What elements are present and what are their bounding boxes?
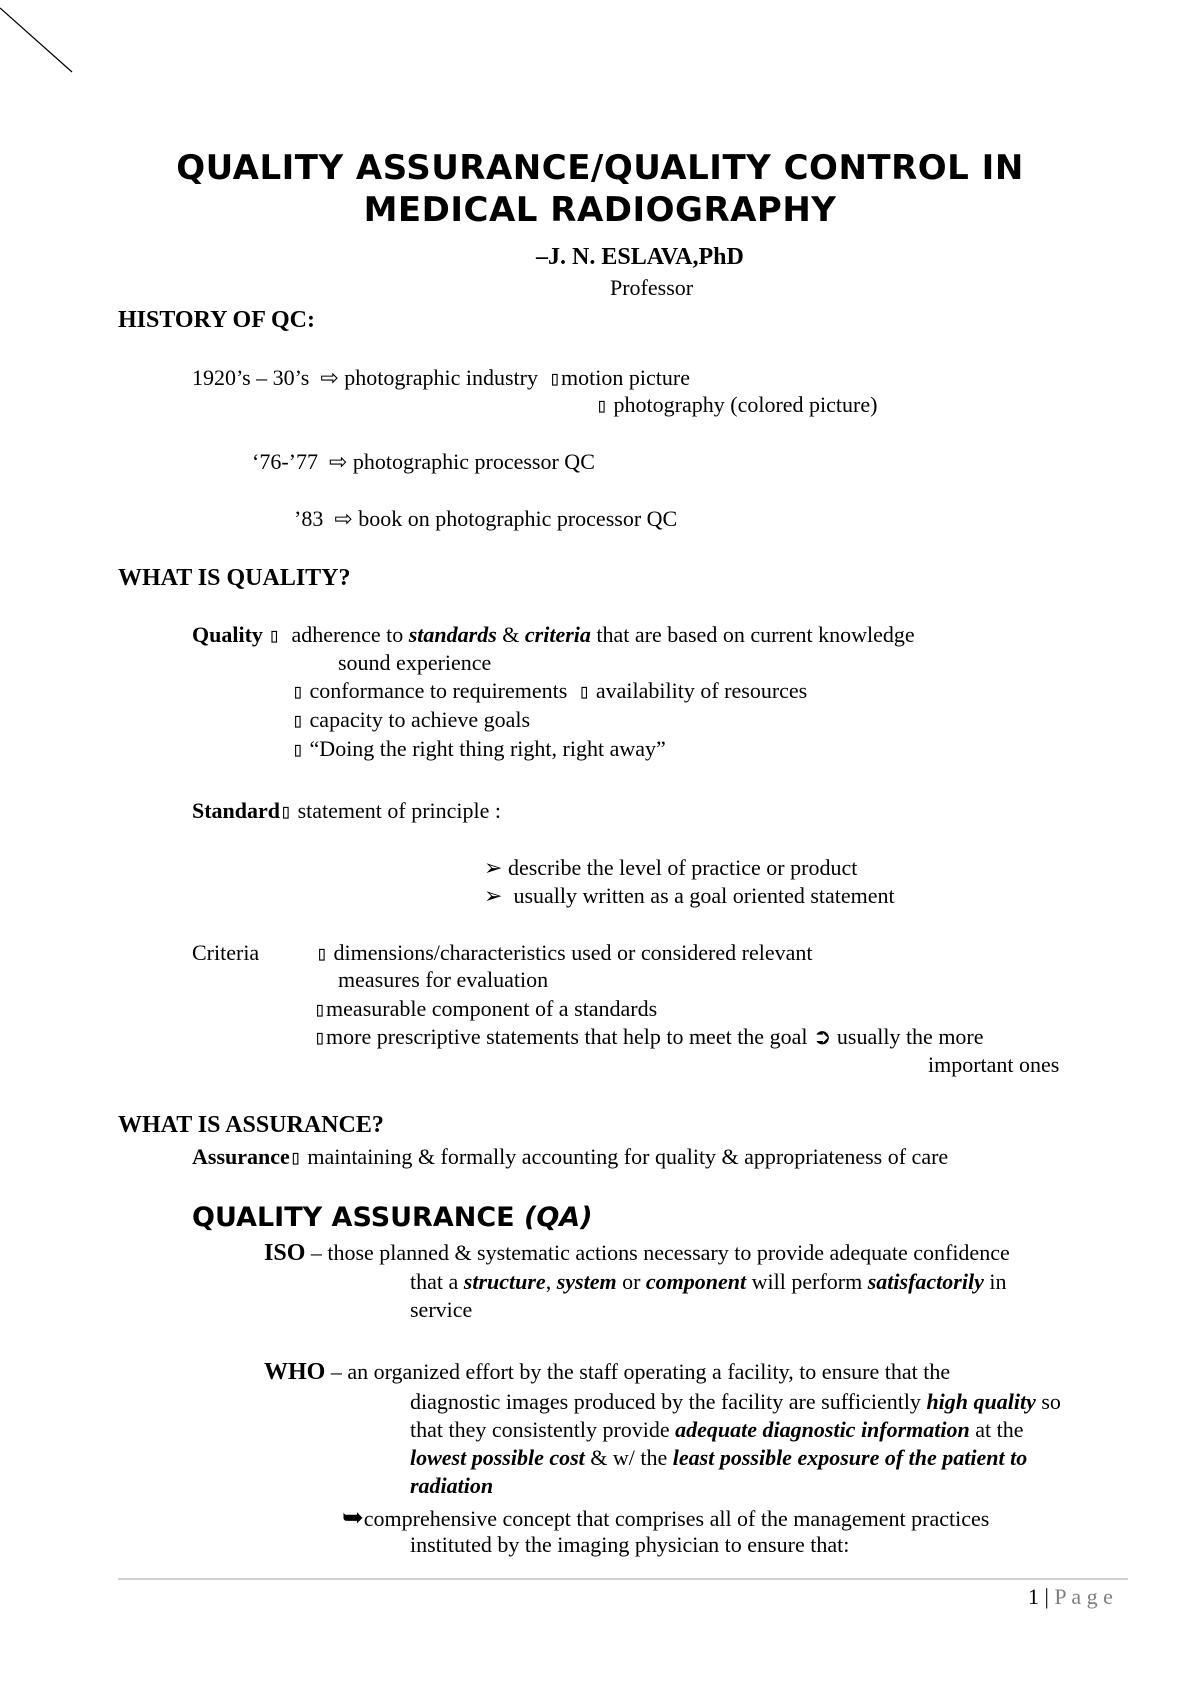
qa-iso-text: will perform — [746, 1269, 868, 1294]
page-label: P a g e — [1054, 1584, 1113, 1609]
qa-comprehensive-text: comprehensive concept that comprises all of the management practices — [363, 1506, 990, 1531]
history-heading: HISTORY OF QC: — [118, 307, 315, 333]
history-text: photographic industry — [344, 365, 538, 390]
box-icon: ▯ — [596, 393, 609, 417]
qa-iso-emphasis: component — [645, 1269, 747, 1294]
quality-item-3 — [292, 736, 666, 762]
assurance-term: Assurance — [192, 1144, 290, 1169]
criteria-line-1 — [316, 940, 813, 966]
history-text: photographic processor QC — [352, 449, 595, 474]
box-icon: ▯ — [292, 679, 305, 703]
quality-def-text: adherence to — [291, 622, 409, 647]
history-text: book on photographic processor QC — [358, 506, 678, 531]
history-row-1 — [192, 365, 690, 391]
history-period: ‘76-’77 — [252, 449, 318, 474]
criteria-text: usually the more — [836, 1024, 984, 1049]
box-icon: ▯ — [314, 997, 327, 1021]
qa-who-line-4 — [410, 1445, 1027, 1471]
history-row-3 — [294, 506, 677, 532]
qa-iso-line-1 — [264, 1240, 1010, 1267]
qa-heading-abbrev: (QA) — [524, 1202, 593, 1233]
quality-item-2 — [292, 707, 530, 733]
quality-item-1 — [292, 678, 807, 704]
qa-who-emphasis: high quality — [926, 1389, 1036, 1414]
hook-arrow-icon: ➥ — [342, 1503, 364, 1532]
qa-who-text: – an organized effort by the staff operating a facility, to ensure that the — [330, 1359, 951, 1384]
box-icon: ▯ — [314, 1025, 327, 1049]
qa-who-line-1 — [264, 1359, 950, 1386]
standard-bullet-1 — [484, 855, 857, 881]
qa-heading-text: QUALITY ASSURANCE — [192, 1202, 525, 1233]
quality-item-text: availability of resources — [595, 678, 808, 703]
criteria-term: Criteria — [192, 940, 260, 965]
standard-bullet-2 — [484, 883, 895, 909]
box-icon: ▯ — [289, 1145, 302, 1169]
qa-iso-line-2 — [410, 1269, 1006, 1295]
quality-item-text: “Doing the right thing right, right away” — [309, 736, 666, 761]
qa-comprehensive-line-1 — [342, 1503, 989, 1533]
bullet-arrow-icon: ➢ — [484, 855, 503, 880]
assurance-definition — [192, 1144, 948, 1170]
box-icon: ▯ — [280, 799, 293, 823]
qa-iso-emphasis: satisfactorily — [867, 1269, 984, 1294]
page-number: 1 — [1028, 1584, 1039, 1609]
box-icon: ▯ — [292, 708, 305, 732]
document-title-line2: MEDICAL RADIOGRAPHY — [363, 190, 837, 230]
bullet-arrow-icon: ➢ — [484, 883, 503, 908]
quality-item-text: conformance to requirements — [309, 678, 568, 703]
quality-def-emphasis: standards — [408, 622, 497, 647]
arrow-icon: ⇨ — [328, 449, 348, 474]
qa-who-emphasis: lowest possible cost — [410, 1445, 585, 1470]
iso-term: ISO — [264, 1240, 306, 1266]
corner-mark — [0, 0, 80, 80]
quality-def-emphasis: criteria — [524, 622, 591, 647]
standard-def-text: statement of principle : — [297, 798, 502, 823]
criteria-line-3 — [314, 996, 657, 1022]
box-icon: ▯ — [268, 623, 281, 647]
author-role: Professor — [610, 275, 694, 300]
qa-who-emphasis: least possible exposure of the patient to — [672, 1445, 1028, 1470]
qa-iso-text: in — [983, 1269, 1007, 1294]
assurance-heading: WHAT IS ASSURANCE? — [118, 1112, 384, 1138]
page-separator: | — [1044, 1584, 1049, 1609]
criteria-line-5: important ones — [928, 1052, 1060, 1077]
history-row-2 — [252, 449, 595, 475]
quality-def-text: that are based on current knowledge — [590, 622, 915, 647]
qa-who-text: diagnostic images produced by the facility are sufficiently — [410, 1389, 927, 1414]
qa-iso-text: that a — [410, 1269, 464, 1294]
qa-iso-line-3: service — [410, 1297, 473, 1322]
box-icon: ▯ — [292, 737, 305, 761]
qa-who-text: that they consistently provide — [410, 1417, 676, 1442]
qa-who-line-3 — [410, 1417, 1024, 1443]
author-name: –J. N. ESLAVA,PhD — [536, 244, 744, 270]
arrow-icon: ⇨ — [334, 506, 353, 531]
qa-who-line-5 — [410, 1473, 493, 1499]
who-term: WHO — [264, 1359, 326, 1385]
standard-bullet-text: usually written as a goal oriented statement — [513, 883, 895, 908]
box-icon: ▯ — [549, 366, 562, 390]
qa-iso-text: or — [616, 1269, 646, 1294]
qa-who-emphasis: adequate diagnostic information — [675, 1417, 970, 1442]
qa-who-text: so — [1035, 1389, 1061, 1414]
criteria-line-4 — [314, 1024, 984, 1050]
qa-iso-text: – those planned & systematic actions necessary to provide adequate confidence — [310, 1240, 1010, 1265]
quality-definition-line2: sound experience — [338, 650, 492, 675]
criteria-text: dimensions/characteristics used or considered relevant — [333, 940, 813, 965]
box-icon: ▯ — [316, 941, 329, 965]
quality-definition — [192, 622, 915, 648]
history-sub: photography (colored picture) — [613, 392, 878, 417]
assurance-def-text: maintaining & formally accounting for quality & appropriateness of care — [307, 1144, 949, 1169]
criteria-text: more prescriptive statements that help to meet the goal — [326, 1024, 808, 1049]
qa-who-emphasis: radiation — [410, 1473, 494, 1498]
history-sub: motion picture — [561, 365, 690, 390]
qa-iso-emphasis: structure — [463, 1269, 546, 1294]
quality-def-text: & — [496, 622, 525, 647]
quality-item-text: capacity to achieve goals — [309, 707, 531, 732]
standard-term: Standard — [192, 798, 281, 823]
qa-iso-emphasis: system — [556, 1269, 617, 1294]
history-period: ’83 — [294, 506, 324, 531]
arrow-icon: ⇨ — [320, 365, 339, 390]
qa-who-text: at the — [969, 1417, 1024, 1442]
criteria-text: measurable component of a standards — [326, 996, 658, 1021]
standard-bullet-text: describe the level of practice or product — [507, 855, 858, 880]
quality-term: Quality — [192, 622, 263, 647]
qa-who-line-2 — [410, 1389, 1061, 1415]
qa-heading — [192, 1202, 593, 1233]
footer-divider — [118, 1578, 1128, 1580]
history-row-1-sub2 — [596, 392, 877, 418]
curved-arrow-icon: ➲ — [812, 1024, 832, 1049]
page-footer — [1028, 1584, 1113, 1610]
criteria-line-2: measures for evaluation — [338, 967, 549, 992]
document-title-line1: QUALITY ASSURANCE/QUALITY CONTROL IN — [176, 148, 1024, 188]
qa-who-text: & w/ the — [584, 1445, 673, 1470]
qa-iso-text: , — [545, 1269, 557, 1294]
qa-comprehensive-line-2: instituted by the imaging physician to ensure that: — [410, 1532, 850, 1557]
standard-definition — [192, 798, 501, 824]
box-icon: ▯ — [578, 679, 591, 703]
quality-heading: WHAT IS QUALITY? — [118, 565, 351, 591]
history-period: 1920’s – 30’s — [192, 365, 310, 390]
